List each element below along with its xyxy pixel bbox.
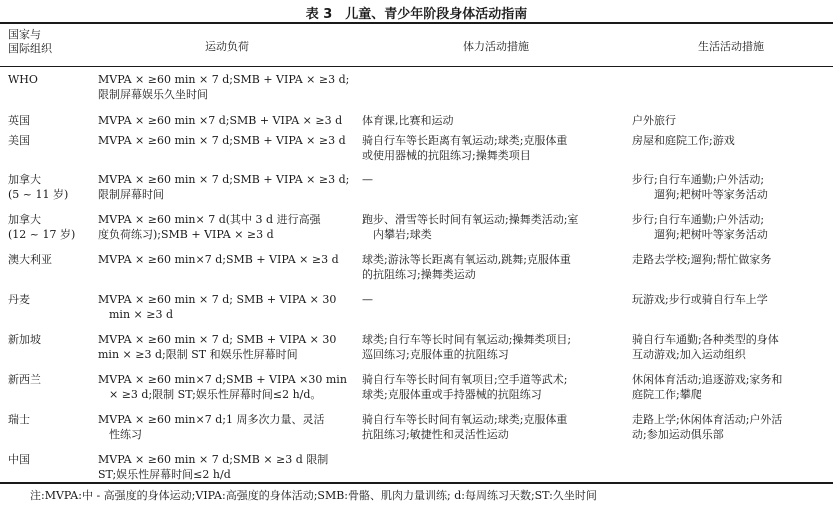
cell-life-line: 走路上学;休闲体育活动;户外活: [632, 413, 783, 426]
cell-life-line: 玩游戏;步行或骑自行车上学: [632, 293, 768, 306]
cell-physical-line: 体育课,比赛和运动: [362, 114, 454, 127]
cell-country: [8, 292, 92, 307]
cell-physical: [362, 412, 630, 442]
cell-physical-line: 骑自行车等长时间有氧运动;球类;克服体重: [362, 413, 568, 426]
cell-load-line: MVPA × ≥60 min × 7 d;SMB + VIPA × ≥3 d;: [98, 173, 350, 186]
cell-life: [632, 172, 830, 202]
cell-country: [8, 113, 92, 128]
cell-life: [632, 332, 830, 362]
cell-country-line: 新西兰: [8, 373, 41, 386]
cell-life: [632, 372, 830, 402]
cell-physical: [362, 252, 630, 282]
cell-load: [98, 172, 356, 202]
cell-life-line: 互动游戏;加入运动组织: [632, 348, 746, 361]
cell-life-line: 庭院工作;攀爬: [632, 388, 702, 401]
cell-physical-line: 的抗阻练习;操舞类运动: [362, 268, 476, 281]
cell-load-line: × ≥3 d;限制 ST;娱乐性屏幕时间≤2 h/d。: [98, 388, 322, 401]
header-load: 运动负荷: [205, 40, 249, 53]
header-country: [8, 28, 92, 56]
cell-life: [632, 252, 830, 267]
cell-load-line: MVPA × ≥60 min×7 d;SMB + VIPA × ≥3 d: [98, 253, 339, 266]
cell-physical: [362, 113, 630, 128]
cell-country-line: (12 ~ 17 岁): [8, 228, 76, 241]
cell-life-line: 遛狗;耙树叶等家务活动: [632, 188, 768, 201]
cell-country-line: 丹麦: [8, 293, 30, 306]
cell-physical-line: 抗阻练习;敏捷性和灵活性运动: [362, 428, 509, 441]
cell-physical: [362, 133, 630, 163]
cell-physical-line: 内攀岩;球类: [362, 228, 432, 241]
cell-country-line: 英国: [8, 114, 30, 127]
cell-country-line: 加拿大: [8, 213, 41, 226]
cell-country-line: 美国: [8, 134, 30, 147]
header-country-line-2: 国际组织: [8, 42, 52, 55]
cell-life: [632, 212, 830, 242]
cell-country: [8, 252, 92, 267]
cell-country-line: WHO: [8, 73, 38, 86]
header-country-line-1: 国家与: [8, 28, 41, 41]
cell-load: [98, 252, 356, 267]
cell-load: [98, 212, 356, 242]
cell-country: [8, 72, 92, 87]
table-note: 注:MVPA:中 - 高强度的身体运动;VIPA:高强度的身体活动;SMB:骨骼、肌肉力量训练; d:每周练习天数;ST:久坐时间: [30, 489, 597, 502]
header-physical: 体力活动措施: [463, 40, 529, 53]
cell-life-line: 动;参加运动俱乐部: [632, 428, 724, 441]
cell-physical-line: 骑自行车等长时间有氧项目;空手道等武术;: [362, 373, 568, 386]
cell-load: [98, 72, 356, 102]
cell-physical-line: 球类;自行车等长时间有氧运动;操舞类项目;: [362, 333, 572, 346]
cell-load: [98, 292, 356, 322]
cell-country-line: (5 ~ 11 岁): [8, 188, 69, 201]
cell-physical-line: —: [362, 173, 373, 186]
cell-country: [8, 133, 92, 148]
cell-load: [98, 133, 356, 148]
table-caption: 表 3 儿童、青少年阶段身体活动指南: [305, 7, 528, 22]
cell-load: [98, 452, 356, 482]
cell-life-line: 骑自行车通勤;各种类型的身体: [632, 333, 779, 346]
cell-load: [98, 332, 356, 362]
cell-physical-line: 或使用器械的抗阻练习;操舞类项目: [362, 149, 531, 162]
cell-load-line: ST;娱乐性屏幕时间≤2 h/d: [98, 468, 231, 481]
cell-load-line: MVPA × ≥60 min × 7 d;SMB + VIPA × ≥3 d;: [98, 73, 350, 86]
cell-country-line: 加拿大: [8, 173, 41, 186]
cell-load: [98, 113, 356, 128]
cell-load-line: MVPA × ≥60 min × 7 d; SMB + VIPA × 30: [98, 293, 337, 306]
cell-country-line: 新加坡: [8, 333, 41, 346]
header-rule: [0, 66, 833, 67]
cell-load-line: MVPA × ≥60 min×7 d;1 周多次力量、灵活: [98, 413, 325, 426]
cell-life: [632, 113, 830, 128]
cell-load-line: MVPA × ≥60 min ×7 d;SMB + VIPA × ≥3 d: [98, 114, 343, 127]
cell-life-line: 户外旅行: [632, 114, 676, 127]
cell-life-line: 步行;自行车通勤;户外活动;: [632, 173, 765, 186]
cell-life-line: 遛狗;耙树叶等家务活动: [632, 228, 768, 241]
cell-physical-line: 跑步、滑雪等长时间有氧运动;操舞类活动;室: [362, 213, 579, 226]
cell-load-line: MVPA × ≥60 min× 7 d(其中 3 d 进行高强: [98, 213, 321, 226]
cell-life-line: 休闲体育活动;追逐游戏;家务和: [632, 373, 783, 386]
cell-physical: [362, 332, 630, 362]
cell-country-line: 澳大利亚: [8, 253, 52, 266]
cell-load-line: 限制屏幕娱乐久坐时间: [98, 88, 208, 101]
cell-physical: [362, 172, 630, 187]
cell-load: [98, 372, 356, 402]
cell-load-line: MVPA × ≥60 min×7 d;SMB + VIPA ×30 min: [98, 373, 347, 386]
cell-life: [632, 133, 830, 148]
cell-country: [8, 172, 92, 202]
cell-load-line: min × ≥3 d: [98, 308, 173, 321]
cell-physical-line: 球类;游泳等长距离有氧运动,跳舞;克服体重: [362, 253, 571, 266]
cell-physical-line: 球类;克服体重或手持器械的抗阻练习: [362, 388, 542, 401]
cell-country-line: 瑞士: [8, 413, 30, 426]
cell-physical-line: 骑自行车等长距离有氧运动;球类;克服体重: [362, 134, 568, 147]
cell-load-line: MVPA × ≥60 min × 7 d;SMB + VIPA × ≥3 d: [98, 134, 346, 147]
cell-physical: [362, 372, 630, 402]
header-life: 生活活动措施: [698, 40, 764, 53]
cell-load-line: MVPA × ≥60 min × 7 d; SMB + VIPA × 30: [98, 333, 337, 346]
cell-physical-line: 巡回练习;克服体重的抗阻练习: [362, 348, 509, 361]
cell-country: [8, 412, 92, 427]
cell-country-line: 中国: [8, 453, 30, 466]
cell-load-line: 性练习: [98, 428, 142, 441]
cell-life: [632, 412, 830, 442]
cell-country: [8, 452, 92, 467]
cell-physical-line: —: [362, 293, 373, 306]
bottom-rule: [0, 482, 833, 484]
cell-load-line: 度负荷练习);SMB + VIPA × ≥3 d: [98, 228, 274, 241]
cell-load: [98, 412, 356, 442]
cell-country: [8, 212, 92, 242]
cell-life-line: 走路去学校;遛狗;帮忙做家务: [632, 253, 772, 266]
cell-load-line: min × ≥3 d;限制 ST 和娱乐性屏幕时间: [98, 348, 298, 361]
cell-country: [8, 372, 92, 387]
cell-country: [8, 332, 92, 347]
cell-life: [632, 292, 830, 307]
cell-physical: [362, 292, 630, 307]
cell-life-line: 步行;自行车通勤;户外活动;: [632, 213, 765, 226]
cell-life-line: 房屋和庭院工作;游戏: [632, 134, 735, 147]
cell-load-line: 限制屏幕时间: [98, 188, 164, 201]
top-rule: [0, 22, 833, 24]
cell-load-line: MVPA × ≥60 min × 7 d;SMB × ≥3 d 限制: [98, 453, 329, 466]
cell-physical: [362, 212, 630, 242]
